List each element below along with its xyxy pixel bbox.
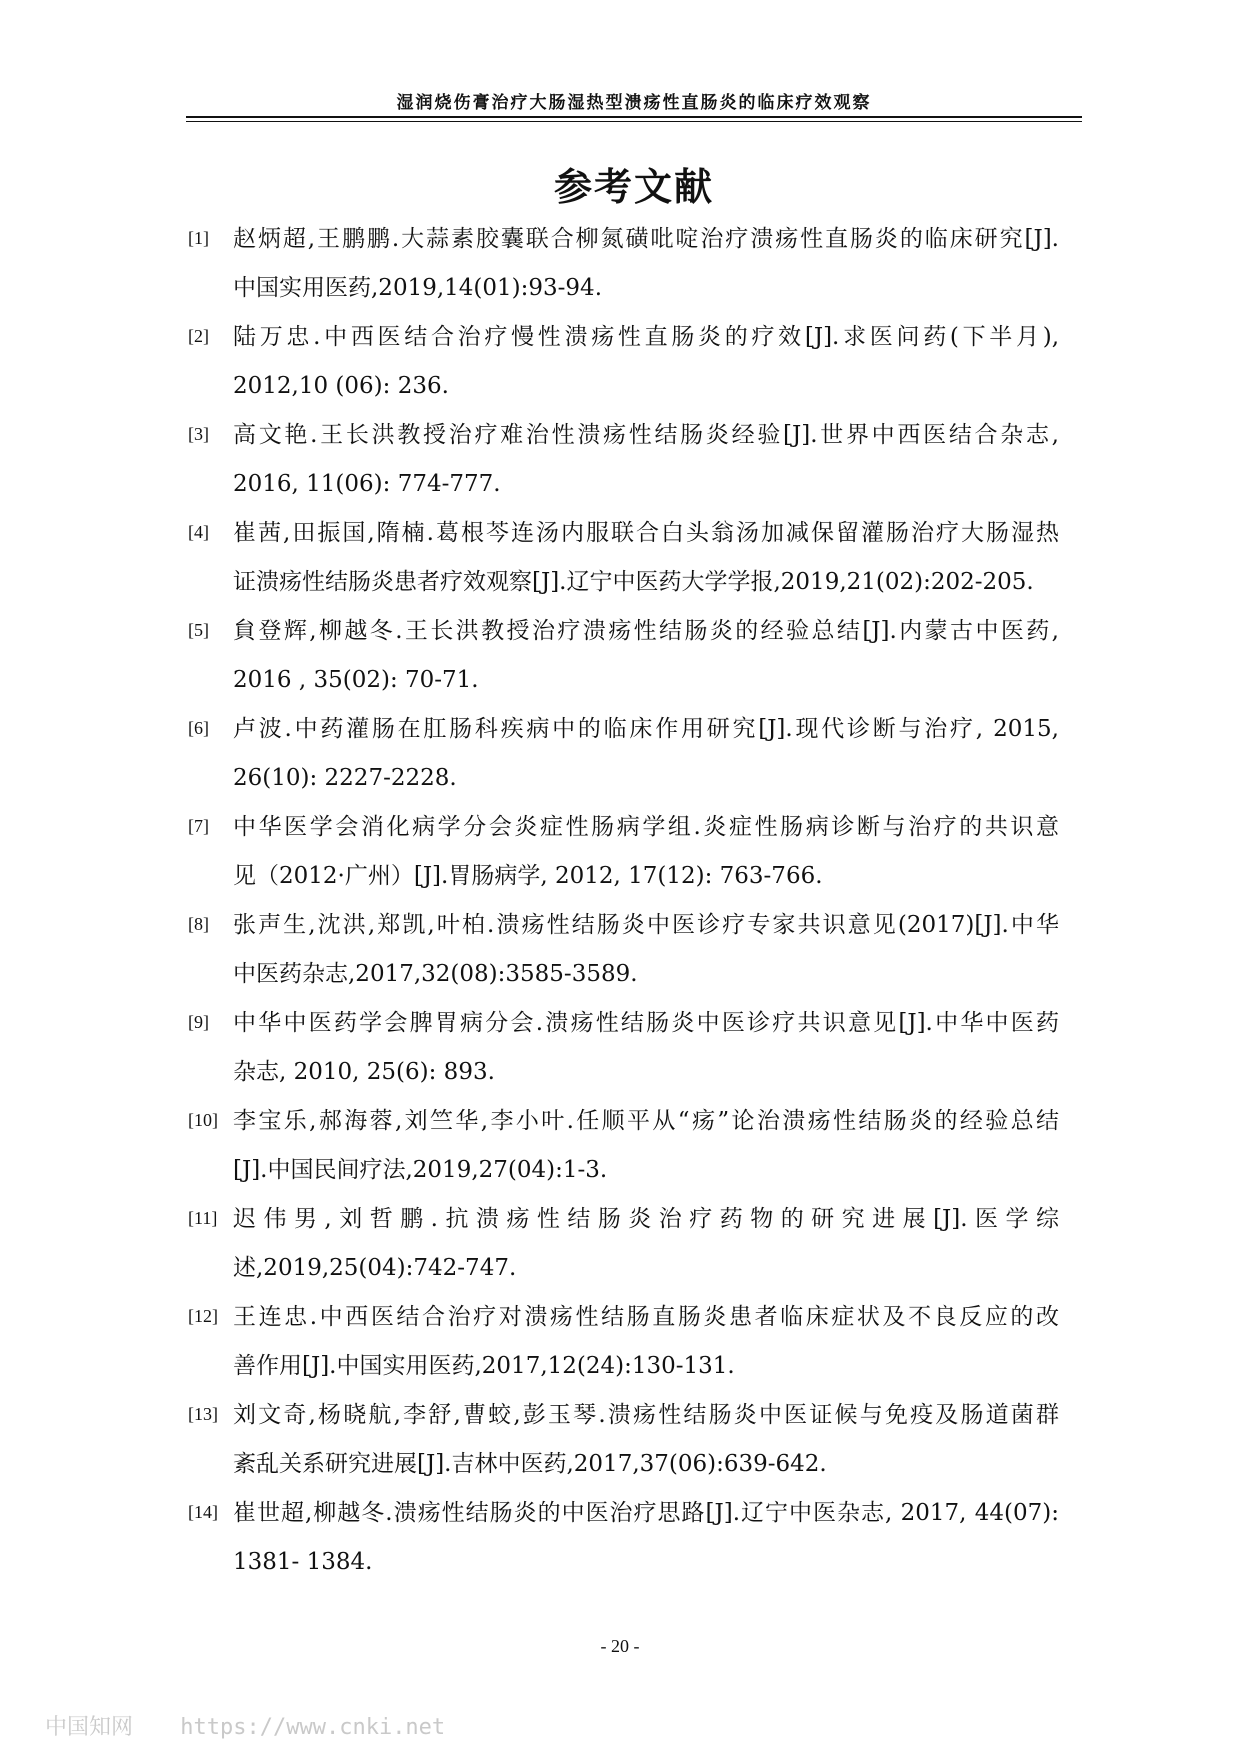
reference-text-line: 中华医学会消化病学分会炎症性肠病学组.炎症性肠病诊断与治疗的共识意 [233,814,1059,840]
header-rule [186,116,1082,122]
reference-text-line: 26(10): 2227-2228. [233,765,457,791]
reference-text-line: 2012,10 (06): 236. [233,373,449,399]
reference-text-line: 证溃疡性结肠炎患者疗效观察[J].辽宁中医药大学学报,2019,21(02):202-205. [233,569,1034,595]
reference-item [0,1302,1240,1400]
section-title: 参考文献 [553,165,714,209]
reference-item [0,1204,1240,1302]
reference-item [0,518,1240,616]
reference-number: [13] [188,1404,218,1424]
reference-text-line: 见（2012·广州）[J].胃肠病学, 2012, 17(12): 763-766. [233,863,823,889]
reference-text-line: 张声生,沈洪,郑凯,叶柏.溃疡性结肠炎中医诊疗专家共识意见(2017)[J].中华 [233,912,1059,938]
reference-item [0,1106,1240,1204]
reference-text-line: 卢波.中药灌肠在肛肠科疾病中的临床作用研究[J].现代诊断与治疗, 2015, [233,716,1059,742]
reference-number: [6] [188,718,209,738]
reference-number: [3] [188,424,209,444]
reference-text-line: 善作用[J].中国实用医药,2017,12(24):130-131. [233,1353,735,1379]
reference-text-line: 赵炳超,王鹏鹏.大蒜素胶囊联合柳氮磺吡啶治疗溃疡性直肠炎的临床研究[J]. [233,226,1059,252]
reference-item [0,1498,1240,1596]
reference-text-line: [J].中国民间疗法,2019,27(04):1-3. [233,1157,608,1183]
reference-number: [7] [188,816,209,836]
reference-text-line: 1381- 1384. [233,1549,373,1575]
reference-number: [14] [188,1502,218,1522]
reference-number: [8] [188,914,209,934]
reference-number: [12] [188,1306,218,1326]
reference-item [0,224,1240,322]
reference-text-line: 崔茜,田振国,隋楠.葛根芩连汤内服联合白头翁汤加减保留灌肠治疗大肠湿热 [233,520,1059,546]
cnki-watermark [45,1710,445,1741]
reference-text-line: 紊乱关系研究进展[J].吉林中医药,2017,37(06):639-642. [233,1451,827,1477]
reference-item [0,322,1240,420]
reference-text-line: 中医药杂志,2017,32(08):3585-3589. [233,961,638,987]
reference-number: [10] [188,1110,218,1130]
reference-text-line: 中国实用医药,2019,14(01):93-94. [233,275,602,301]
reference-number: [2] [188,326,209,346]
reference-item [0,420,1240,518]
reference-text-line: 陆万忠.中西医结合治疗慢性溃疡性直肠炎的疗效[J].求医问药(下半月), [233,324,1059,350]
reference-item [0,812,1240,910]
reference-text-line: 述,2019,25(04):742-747. [233,1255,517,1281]
reference-number: [9] [188,1012,209,1032]
page-number: - 20 - [600,1636,640,1656]
reference-number: [5] [188,620,209,640]
reference-item [0,714,1240,812]
reference-item [0,1400,1240,1498]
reference-item [0,616,1240,714]
reference-text-line: 2016, 11(06): 774-777. [233,471,501,497]
watermark-url: https://www.cnki.net [180,1715,446,1740]
reference-list [0,224,1240,1596]
reference-text-line: 中华中医药学会脾胃病分会.溃疡性结肠炎中医诊疗共识意见[J].中华中医药 [233,1010,1059,1036]
reference-text-line: 迟伟男,刘哲鹏.抗溃疡性结肠炎治疗药物的研究进展[J].医学综 [233,1206,1059,1232]
reference-number: [4] [188,522,209,542]
reference-text-line: 高文艳.王长洪教授治疗难治性溃疡性结肠炎经验[J].世界中西医结合杂志, [233,422,1059,448]
watermark-brand: 中国知网 [45,1715,134,1740]
reference-text-line: 刘文奇,杨晓航,李舒,曹蛟,彭玉琴.溃疡性结肠炎中医证候与免疫及肠道菌群 [233,1402,1059,1428]
reference-number: [1] [188,228,209,248]
reference-text-line: 貟登辉,柳越冬.王长洪教授治疗溃疡性结肠炎的经验总结[J].内蒙古中医药, [233,618,1059,644]
reference-text-line: 李宝乐,郝海蓉,刘竺华,李小叶.任顺平从“疡”论治溃疡性结肠炎的经验总结 [233,1108,1059,1134]
reference-number: [11] [188,1208,218,1228]
reference-text-line: 王连忠.中西医结合治疗对溃疡性结肠直肠炎患者临床症状及不良反应的改 [233,1304,1059,1330]
reference-item [0,1008,1240,1106]
reference-text-line: 杂志, 2010, 25(6): 893. [233,1059,495,1085]
reference-item [0,910,1240,1008]
reference-text-line: 2016 , 35(02): 70-71. [233,667,479,693]
running-header-title: 湿润烧伤膏治疗大肠湿热型溃疡性直肠炎的临床疗效观察 [396,93,872,113]
reference-text-line: 崔世超,柳越冬.溃疡性结肠炎的中医治疗思路[J].辽宁中医杂志, 2017, 44(07): [233,1500,1059,1526]
